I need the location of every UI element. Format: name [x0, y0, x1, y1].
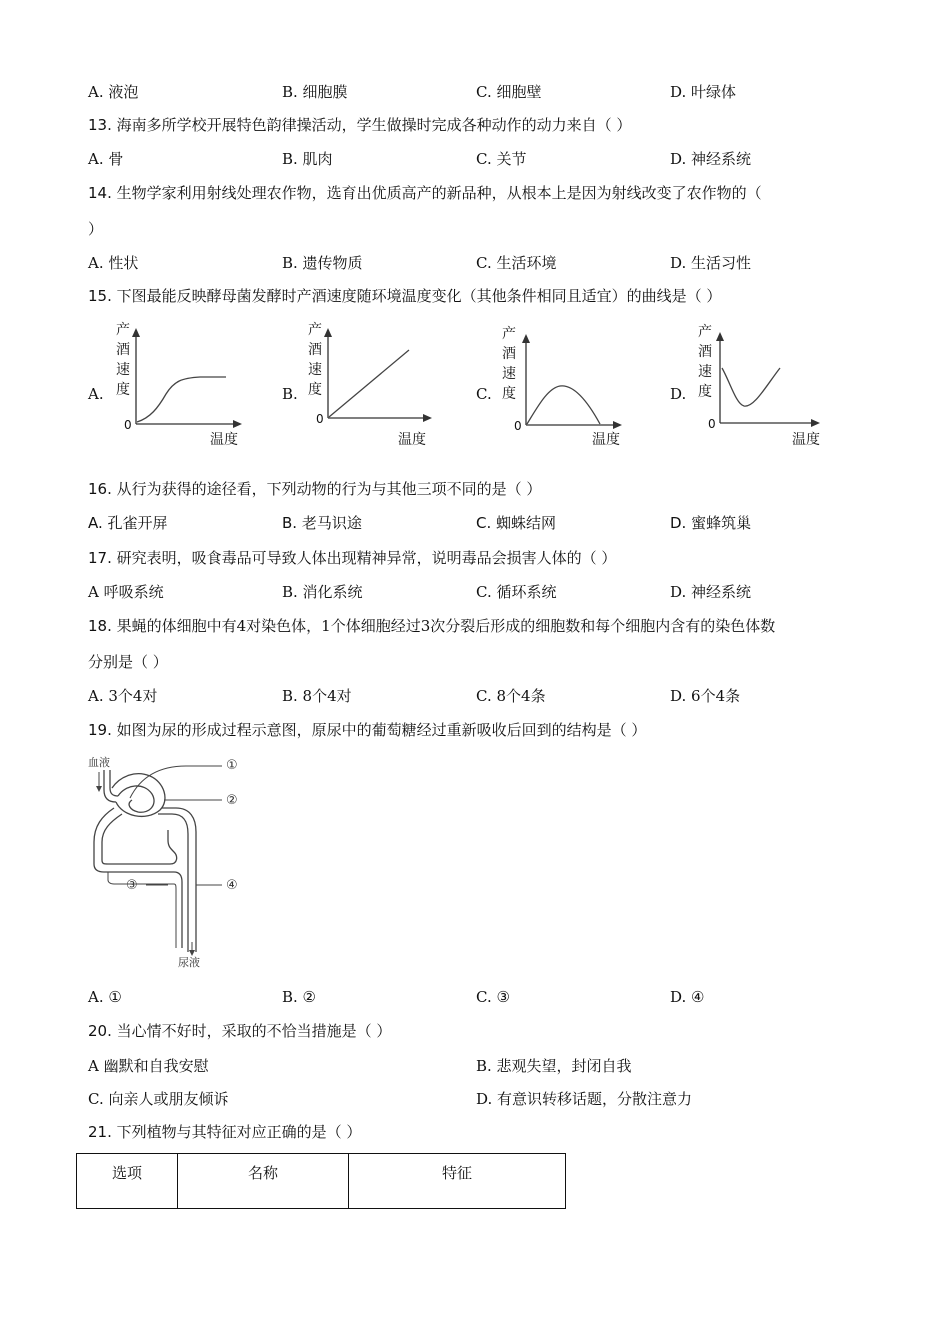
q19-nephron-diagram	[86, 752, 256, 970]
q19-option-d: D. ④	[670, 988, 705, 1006]
q17-option-a: A 呼吸系统	[88, 583, 164, 601]
q12-option-c: C. 细胞壁	[476, 83, 542, 101]
q16-option-b-text: 老马识途	[301, 514, 362, 532]
q15-a-ylabel-4: 度	[116, 382, 130, 398]
q18-stem-cont: 分别是（ ）	[88, 653, 168, 671]
q14-option-b: B. 遗传物质	[282, 254, 363, 272]
q18-text: 果蝇的体细胞中有4对染色体，1个体细胞经过3次分裂后形成的细胞数和每个细胞内含有的染色体数	[116, 617, 776, 635]
q15-c-origin: 0	[514, 419, 522, 433]
q12-option-d: D. 叶绿体	[670, 83, 737, 101]
q19-stem	[88, 720, 646, 740]
q13-stem	[88, 115, 631, 135]
q13-option-d: D. 神经系统	[670, 150, 752, 168]
q16-option-a-letter: A.	[88, 514, 103, 532]
q19-option-b: B. ②	[282, 988, 317, 1006]
q19-glomerulus	[118, 786, 154, 812]
q17-number: 17.	[88, 549, 112, 567]
q15-d-ylabel-1: 产	[698, 324, 712, 340]
q19-number: 19.	[88, 721, 112, 739]
q13-option-b: B. 肌肉	[282, 150, 333, 168]
q17-option-d: D. 神经系统	[670, 583, 752, 601]
q19-text: 如图为尿的形成过程示意图，原尿中的葡萄糖经过重新吸收后回到的结构是（ ）	[116, 721, 647, 739]
q15-c-ylabel-4: 度	[502, 386, 516, 402]
q15-graph-d	[692, 320, 832, 450]
q19-option-a: A. ①	[88, 988, 122, 1006]
q18-option-a: A. 3个4对	[88, 687, 158, 705]
q21-stem	[88, 1122, 361, 1142]
q15-c-ylabel-1: 产	[502, 326, 516, 342]
q16-option-d	[670, 513, 751, 533]
q15-b-origin: 0	[316, 412, 324, 426]
q20-option-d: D. 有意识转移话题，分散注意力	[476, 1090, 693, 1108]
q15-d-origin: 0	[708, 417, 716, 431]
q18-number: 18.	[88, 617, 112, 635]
q21-header-option: 选项	[77, 1154, 178, 1209]
q15-option-b-label: B.	[282, 385, 298, 403]
q15-d-ylabel-4: 度	[698, 384, 712, 400]
q15-b-ylabel-2: 酒	[308, 342, 322, 358]
q19-blood-label: 血液	[88, 756, 110, 769]
q20-stem	[88, 1021, 391, 1041]
q14-option-d: D. 生活习性	[670, 254, 752, 272]
q15-d-ylabel-3: 速	[698, 364, 712, 380]
q19-option-c: C. ③	[476, 988, 510, 1006]
q18-option-c: C. 8个4条	[476, 687, 546, 705]
q15-d-ylabel-2: 酒	[698, 344, 712, 360]
q17-option-c: C. 循环系统	[476, 583, 557, 601]
q17-option-b: B. 消化系统	[282, 583, 363, 601]
q15-a-ylabel-2: 酒	[116, 342, 130, 358]
q15-a-ylabel-1: 产	[116, 322, 130, 338]
q15-c-curve	[527, 386, 600, 424]
q15-graph-c	[498, 322, 638, 450]
q16-option-c-text: 蜘蛛结网	[496, 514, 557, 532]
q14-option-a: A. 性状	[88, 254, 139, 272]
q16-option-a-text: 孔雀开屏	[107, 514, 168, 532]
q14-number: 14.	[88, 184, 112, 202]
q15-number: 15.	[88, 287, 112, 305]
q16-option-d-letter: D.	[670, 514, 687, 532]
q19-marker-2: ②	[226, 793, 238, 808]
q15-stem	[88, 286, 721, 306]
q13-number: 13.	[88, 116, 112, 134]
q15-a-origin: 0	[124, 418, 132, 432]
q15-text: 下图最能反映酵母菌发酵时产酒速度随环境温度变化（其他条件相同且适宜）的曲线是（ ）	[116, 287, 722, 305]
q15-b-xlabel: 温度	[398, 432, 426, 448]
q21-table	[76, 1153, 566, 1209]
q15-a-curve	[137, 377, 226, 422]
q15-graph-b	[302, 318, 442, 450]
q20-number: 20.	[88, 1022, 112, 1040]
q20-option-a: A 幽默和自我安慰	[88, 1057, 209, 1075]
q21-text: 下列植物与其特征对应正确的是（ ）	[116, 1123, 362, 1141]
q20-option-c: C. 向亲人或朋友倾诉	[88, 1090, 229, 1108]
q17-text: 研究表明，吸食毒品可导致人体出现精神异常，说明毒品会损害人体的（ ）	[116, 549, 617, 567]
q16-option-b-letter: B.	[282, 514, 298, 532]
q13-option-a: A. 骨	[88, 150, 124, 168]
q15-c-xlabel: 温度	[592, 432, 620, 448]
q15-option-d-label: D.	[670, 385, 687, 403]
q16-option-a	[88, 513, 168, 533]
q15-d-xlabel: 温度	[792, 432, 820, 448]
q19-marker-4: ④	[226, 878, 238, 893]
q15-option-a-label: A.	[88, 385, 104, 403]
q15-c-ylabel-3: 速	[502, 366, 516, 382]
q21-header-name: 名称	[178, 1154, 349, 1209]
q15-a-ylabel-3: 速	[116, 362, 130, 378]
q21-table-header-row	[77, 1154, 566, 1209]
q18-option-d: D. 6个4条	[670, 687, 741, 705]
q15-b-ylabel-3: 速	[308, 362, 322, 378]
q12-option-b: B. 细胞膜	[282, 83, 348, 101]
q17-stem	[88, 548, 616, 568]
q15-d-curve	[722, 368, 780, 406]
q20-text: 当心情不好时，采取的不恰当措施是（ ）	[116, 1022, 392, 1040]
q16-number: 16.	[88, 480, 112, 498]
q18-stem	[88, 616, 775, 636]
q16-stem	[88, 479, 541, 499]
q15-b-ylabel-4: 度	[308, 382, 322, 398]
q19-urine-label: 尿液	[178, 956, 200, 969]
q12-option-a: A. 液泡	[88, 83, 139, 101]
q15-b-curve	[329, 350, 409, 417]
q16-option-c-letter: C.	[476, 514, 492, 532]
q15-b-ylabel-1: 产	[308, 322, 322, 338]
q15-graph-a	[110, 318, 250, 450]
q14-text: 生物学家利用射线处理农作物，选育出优质高产的新品种，从根本上是因为射线改变了农作物的（	[116, 184, 762, 202]
q19-marker-3: ③	[126, 878, 138, 893]
q15-option-c-label: C.	[476, 385, 492, 403]
q15-a-xlabel: 温度	[210, 432, 238, 448]
q18-option-b: B. 8个4对	[282, 687, 352, 705]
q16-text: 从行为获得的途径看，下列动物的行为与其他三项不同的是（ ）	[116, 480, 542, 498]
q15-c-ylabel-2: 酒	[502, 346, 516, 362]
q14-option-c: C. 生活环境	[476, 254, 557, 272]
q19-capsule	[112, 774, 165, 817]
q16-option-b	[282, 513, 362, 533]
q13-option-c: C. 关节	[476, 150, 527, 168]
q16-option-d-text: 蜜蜂筑巢	[691, 514, 752, 532]
q21-number: 21.	[88, 1123, 112, 1141]
q14-stem	[88, 183, 762, 203]
q21-header-feature: 特征	[349, 1154, 566, 1209]
q20-option-b: B. 悲观失望，封闭自我	[476, 1057, 632, 1075]
q14-stem-cont: ）	[88, 220, 104, 238]
q16-option-c	[476, 513, 556, 533]
q19-tubule	[94, 808, 182, 948]
q13-text: 海南多所学校开展特色韵律操活动，学生做操时完成各种动作的动力来自（ ）	[116, 116, 632, 134]
q19-marker-1: ①	[226, 758, 238, 773]
